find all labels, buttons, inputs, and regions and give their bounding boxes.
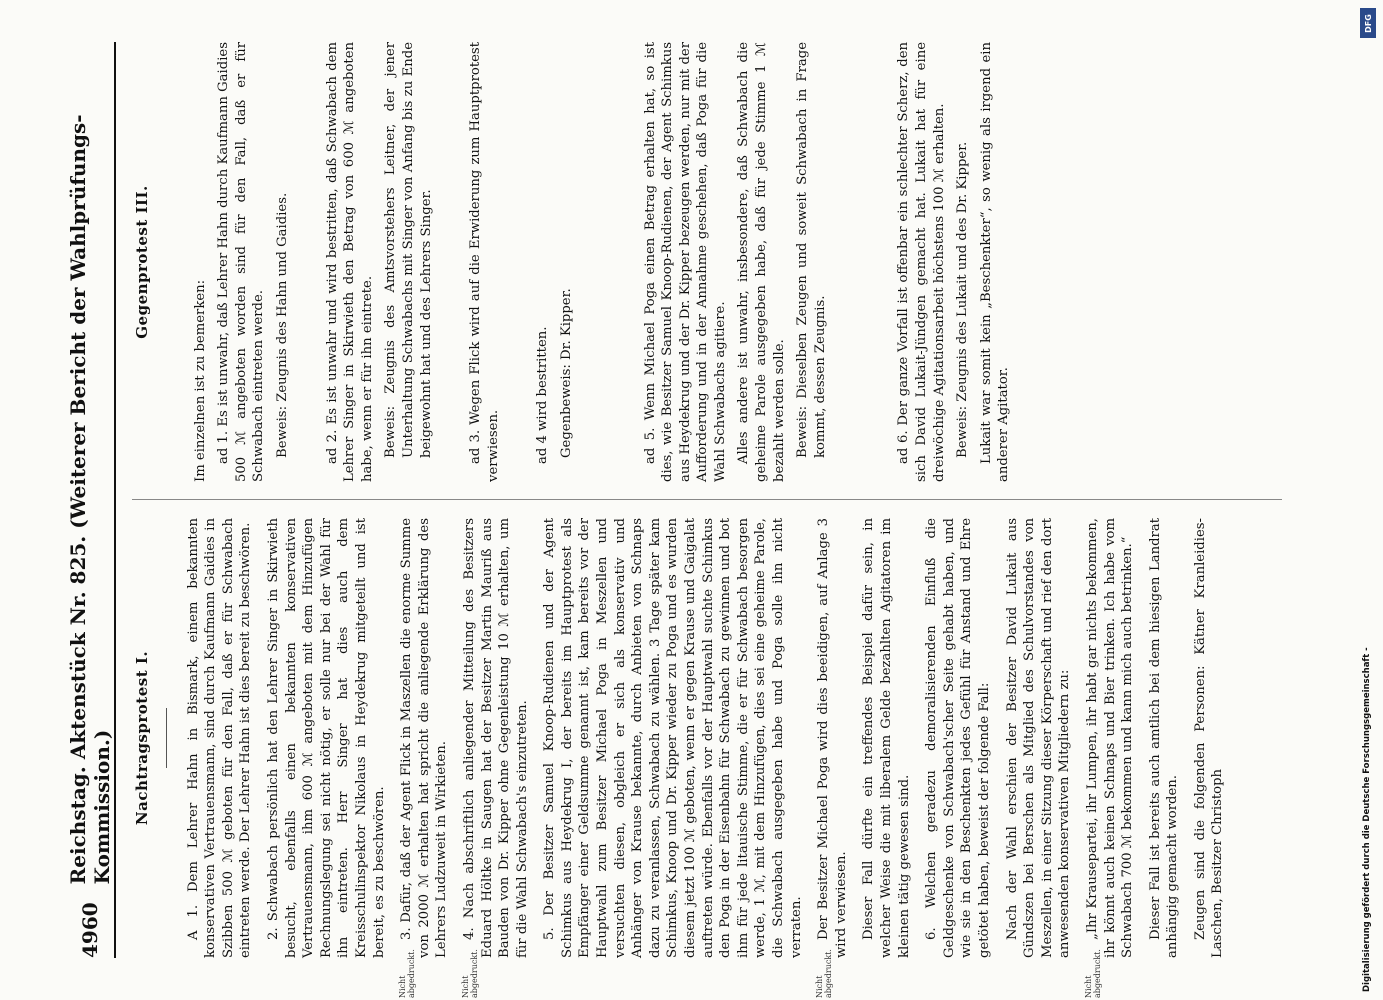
right-paragraph: ad 1. Es ist unwahr, daß Lehrer Hahn durch Kaufmann Gaidies 500 ℳ angeboten worden sind für den Fall, daß er für Schwabach eintreten werde. bbox=[216, 42, 267, 482]
right-paragraph: Gegenbeweis: Dr. Kipper. bbox=[558, 288, 574, 458]
paragraph-text: „Ihr Krausepartei, ihr Lumpen, ihr habt gar nichts bekommen, ihr könnt auch keinen Schnaps und Bier trinken. Ich habe vom Schwabach 700 ℳ bekommen und kann mich auch betrinken.“ bbox=[1084, 518, 1136, 958]
paragraph-text: 3. Dafür, daß der Agent Flick in Maszellen die enorme Summe von 2000 ℳ erhalten hat spricht die anliegende Erklärung des Lehrers Ludzuweit in Wirkieten. bbox=[399, 518, 450, 958]
spacer bbox=[508, 42, 534, 482]
margin-note: Nicht abgedruckt. bbox=[1083, 949, 1102, 998]
page-content bbox=[66, 42, 1310, 998]
dfg-logo: DFG bbox=[1360, 8, 1376, 38]
paragraph-text: 6. Welchen geradezu demoralisierenden Einfluß die Geldgeschenke von Schwabach'scher Seite gehabt haben, und wie sie in den Beschenkten jedes Gefühl für Anstand und Ehre getötet haben, beweist der folgende Fall: bbox=[924, 518, 992, 958]
right-paragraph: Lukait war somit kein „Beschenkter“, so wenig als irgend ein anderer Agitator. bbox=[978, 42, 1012, 482]
paragraph-text: Nach der Wahl erschien der Besitzer David Lukait aus Gündszen bei Berschen als Mitglied des Schulvorstandes von Meszellen, in einer Sitzung dieser Körperschaft und rief den dort anwesenden konservativen Mitgliedern zu: bbox=[1004, 518, 1073, 958]
margin-note: Nicht abgedruckt. bbox=[815, 949, 834, 998]
page-number: 4960 bbox=[78, 902, 102, 958]
left-paragraph bbox=[541, 518, 805, 958]
paragraph-text: Dieser Fall ist bereits auch amtlich bei dem hiesigen Landrat anhängig gemacht worden. bbox=[1147, 518, 1181, 958]
right-paragraph: Alles andere ist unwahr, insbesondere, daß Schwabach die geheime Parole ausgegeben habe, daß für jede Stimme 1 ℳ bezahlt werden solle. bbox=[736, 42, 787, 482]
right-intro: Im einzelnen ist zu bemerken: bbox=[192, 279, 208, 482]
spacer bbox=[298, 42, 324, 482]
spacer bbox=[582, 42, 642, 482]
header-rule bbox=[114, 42, 116, 958]
digitization-note: Digitalisierung gefördert durch die Deutsche Forschungsgemeinschaft - bbox=[1362, 647, 1372, 992]
right-paragraph: ad 3. Wegen Flick wird auf die Erwiderung zum Hauptprotest verwiesen. bbox=[468, 42, 501, 482]
left-paragraph bbox=[1004, 518, 1074, 958]
right-paragraph: Beweis: Zeugnis des Lukait und des Dr. Kipper. bbox=[955, 141, 971, 458]
margin-note: Nicht abgedruckt. bbox=[460, 949, 479, 998]
right-paragraph: ad 2. Es ist unwahr und wird bestritten, daß Schwabach dem Lehrer Singer in Skirwieth den Betrag von 600 ℳ angeboten habe, wenn er für ihn eintrete. bbox=[324, 42, 375, 482]
right-paragraph: Beweis: Dieselben Zeugen und soweit Schwabach in Frage kommt, dessen Zeugnis. bbox=[795, 42, 828, 458]
paragraph-text: Dieser Fall dürfte ein treffendes Beispiel dafür sein, in welcher Weise die mit liberalem Gelde bezahlten Agitatoren im kleinen tätig gewesen sind. bbox=[861, 518, 912, 958]
right-paragraph: Beweis: Zeugnis des Hahn und Gaidies. bbox=[274, 192, 290, 458]
page-header bbox=[66, 42, 114, 958]
right-items bbox=[215, 42, 1013, 482]
left-paragraph bbox=[185, 518, 255, 958]
paragraph-text: 5. Der Besitzer Samuel Knoop-Rudienen und der Agent Schimkus aus Heydekrug I, der bereits im Hauptprotest als Empfänger einer Geldsumme genannt ist, kam bereits vor der Hauptwahl zum Besitzer Michael Poga in Meszellen und versuchten diesen, obgleich er sich als konservativ und Anhänger von Krause bekannte, durch Anbieten von Schnaps dazu zu veranlassen, Schwabach zu wählen. 3 Tage später kam Schimkus, Knoop und Dr. Kipper wieder zu Poga und es wurden diesem jetzt 100 ℳ geboten, wenn er gegen Krause und Gaigalat auftreten würde. Ebenfalls vor der Hauptwahl suchte Schimkus den Poga in der Eisenbahn für Schwabach zu gewinnen und bot ihm für jede litauische Stimme, die er für Schwabach besorgen werde, 1 ℳ, mit dem Hinzufügen, dies sei eine geheime Parole, die Schwabach ausgegeben habe und Poga solle ihn nicht verraten. bbox=[542, 518, 804, 958]
heading-divider bbox=[166, 708, 167, 768]
paragraph-text: Zeugen sind die folgenden Personen: Kätner Kranleidies-Laschen, Besitzer Christoph bbox=[1192, 518, 1226, 958]
left-paragraph bbox=[460, 518, 531, 998]
left-paragraph bbox=[398, 518, 451, 998]
paragraph-text: A 1. Dem Lehrer Hahn in Bismark, einem bekannten konservativen Vertrauensmann, sind durch Kaufmann Gaidies in Szibben 500 ℳ geboten für den Fall, daß er für Schwabach eintreten werde. Der Lehrer Hahn ist dies bereit zu beschwören. bbox=[185, 518, 254, 958]
page-title: Reichstag. Aktenstück Nr. 825. (Weiterer Bericht der Wahlprüfungs-Kommission.) bbox=[66, 114, 114, 885]
left-paragraph bbox=[1192, 518, 1227, 958]
right-column bbox=[132, 42, 1019, 482]
left-paragraph bbox=[1147, 518, 1182, 958]
right-paragraph: ad 6. Der ganze Vorfall ist offenbar ein schlechter Scherz, den sich David Lukait-Jündgen gemacht hat. Lukait hat für eine dreiwöchige Agitationsarbeit höchstens 100 ℳ erhalten. bbox=[896, 42, 947, 482]
left-paragraph bbox=[923, 518, 993, 958]
left-items bbox=[185, 518, 1227, 998]
spacer bbox=[166, 42, 192, 482]
paragraph-text: Der Besitzer Michael Poga wird dies beeidigen, auf Anlage 3 wird verwiesen. bbox=[816, 518, 849, 958]
right-column-heading: Gegenprotest III. bbox=[133, 185, 151, 339]
margin-note: Nicht abgedruckt. bbox=[398, 949, 417, 998]
left-paragraph bbox=[860, 518, 913, 958]
right-paragraph: Beweis: Zeugnis des Amtsvorstehers Leitner, der jener Unterhaltung Schwabachs mit Singer von Anfang bis zu Ende beigewohnt hat und des Lehrers Singer. bbox=[383, 42, 434, 458]
left-paragraph bbox=[265, 518, 388, 958]
right-paragraph: ad 4 wird bestritten. bbox=[535, 326, 551, 464]
column-divider bbox=[132, 499, 1282, 500]
paragraph-text: 4. Nach abschriftlich anliegender Mitteilung des Besitzers Eduard Höltke in Saugen hat der Besitzer Martin Mauriß aus Bauden von Dr. Kipper ohne Gegenleistung 10 ℳ erhalten, um für die Wahl Schwabach's einzutreten. bbox=[461, 518, 530, 958]
spacer bbox=[441, 42, 467, 482]
left-column bbox=[132, 518, 1237, 998]
spacer bbox=[835, 42, 895, 482]
right-paragraph: ad 5. Wenn Michael Poga einen Betrag erhalten hat, so ist dies, wie Besitzer Samuel Knoop-Rudienen, der Agent Schimkus aus Heydekrug und der Dr. Kipper bezeugen werden, nur mit der Aufforderung und in der Annahme geschehen, daß Poga für die Wahl Schwabachs agitiere. bbox=[642, 42, 728, 482]
left-paragraph bbox=[815, 518, 850, 998]
paragraph-text: 2. Schwabach persönlich hat den Lehrer Singer in Skirwieth besucht, ebenfalls einen bekannten konservativen Vertrauensmann, ihm 600 ℳ angeboten mit dem Hinzufügen Rechnungslegung sei nicht nötig, er solle nur bei der Wahl für ihn eintreten. Herr Singer hat dies auch dem Kreisschulinspektor Nikolaus in Heydekrug mitgeteilt und ist bereit, es zu beschwören. bbox=[265, 518, 387, 958]
left-paragraph bbox=[1083, 518, 1137, 998]
left-column-heading: Nachtragsprotest I. bbox=[133, 650, 151, 826]
